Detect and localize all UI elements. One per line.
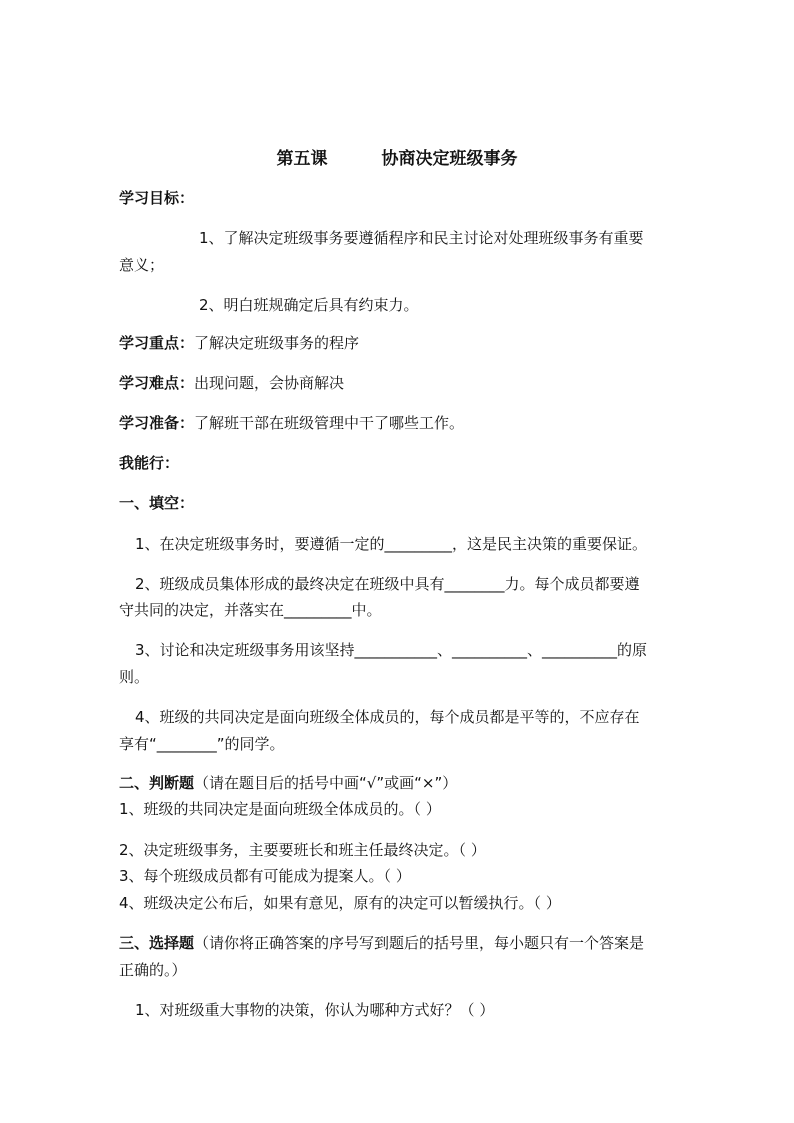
preparation-text: 了解班干部在班级管理中干了哪些工作。 [194, 414, 465, 432]
choice-instruction-line-1: （请你将正确答案的序号写到题后的括号里，每小题只有一个答案是 [194, 934, 645, 952]
fill-question-1: 1、在决定班级事务时，要遵循一定的_________，这是民主决策的重要保证。 [135, 535, 648, 553]
choice-instruction-line-2: 正确的。） [119, 961, 187, 979]
judge-heading: 二、判断题 [119, 774, 195, 792]
judge-question-4: 4、班级决定公布后，如果有意见，原有的决定可以暂缓执行。（ ） [119, 894, 561, 912]
difficulty-row [119, 374, 344, 392]
judge-question-2: 2、决定班级事务，主要要班长和班主任最终决定。（ ） [119, 841, 486, 859]
fill-heading: 一、填空： [119, 494, 195, 512]
judge-heading-row [119, 774, 457, 792]
preparation-row [119, 414, 464, 432]
choice-heading-row [119, 934, 644, 952]
fill-question-2-line-2: 守共同的决定，并落实在_________中。 [119, 601, 382, 619]
page-title [0, 149, 794, 169]
fill-question-4-line-1: 4、班级的共同决定是面向班级全体成员的，每个成员都是平等的，不应存在 [135, 708, 640, 726]
fill-question-4-line-2: 享有“________”的同学。 [119, 735, 285, 753]
goal-item-1-line-2: 意义； [119, 256, 165, 274]
goals-heading: 学习目标： [119, 189, 195, 207]
judge-question-3: 3、每个班级成员都有可能成为提案人。（ ） [119, 867, 411, 885]
lesson-name: 协商决定班级事务 [381, 149, 518, 169]
goal-item-1-line-1: 1、了解决定班级事务要遵循程序和民主讨论对处理班级事务有重要 [199, 229, 644, 247]
preparation-label: 学习准备： [119, 414, 195, 432]
choice-heading: 三、选择题 [119, 934, 195, 952]
difficulty-label: 学习难点： [119, 374, 195, 392]
key-point-row [119, 334, 359, 352]
fill-question-3-line-2: 则。 [119, 668, 150, 686]
fill-question-2-line-1: 2、班级成员集体形成的最终决定在班级中具有________力。每个成员都要遵 [135, 575, 640, 593]
choice-question-1: 1、对班级重大事物的决策，你认为哪种方式好？（ ） [135, 1001, 495, 1019]
judge-question-1: 1、班级的共同决定是面向班级全体成员的。（ ） [119, 800, 441, 818]
i-can-heading: 我能行： [119, 454, 180, 472]
judge-instruction: （请在题目后的括号中画“√”或画“×”） [194, 774, 458, 792]
goal-item-2: 2、明白班规确定后具有约束力。 [199, 296, 419, 314]
lesson-number: 第五课 [276, 149, 328, 169]
key-point-text: 了解决定班级事务的程序 [194, 334, 360, 352]
fill-question-3-line-1: 3、讨论和决定班级事务用该坚持___________、__________、__________的原 [135, 641, 648, 659]
key-point-label: 学习重点： [119, 334, 195, 352]
difficulty-text: 出现问题，会协商解决 [194, 374, 345, 392]
